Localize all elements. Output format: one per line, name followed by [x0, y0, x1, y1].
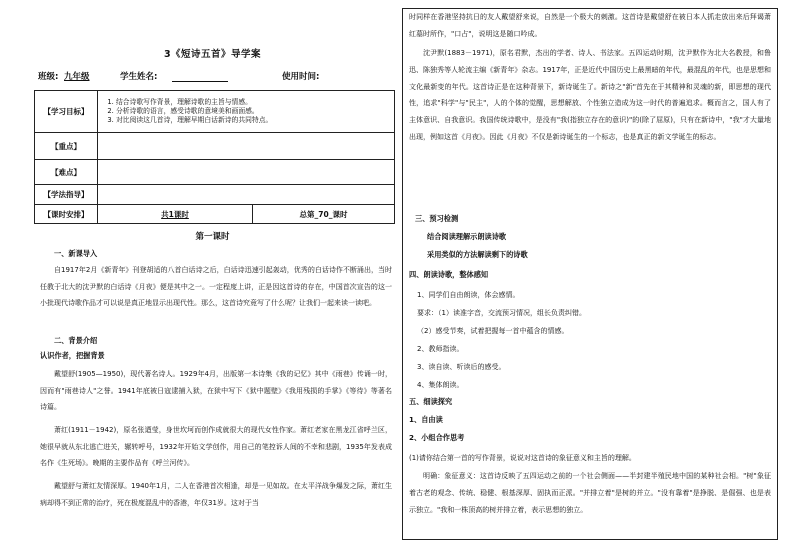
section-heading: 二、背景介绍	[54, 336, 98, 345]
difficulty-cell	[98, 160, 395, 185]
student-info-row	[38, 70, 393, 84]
reading-requirement: （2）感受节奏，试着把握每一首中蕴含的情感。	[417, 327, 569, 335]
class-value: 九年级	[64, 72, 90, 82]
left-page	[30, 40, 395, 540]
method-label: 【学法指导】	[35, 185, 98, 205]
class-label: 班级:	[38, 72, 59, 82]
schedule-label: 【课时安排】	[35, 205, 98, 224]
lesson-title: 第一课时	[195, 232, 230, 242]
reading-step: 3、读自读、听读后的感受。	[417, 363, 506, 371]
background-paragraph: 时同样在香港坚持抗日的友人戴望舒来说，自然是一个极大的刺激。这首诗是戴望舒在被日本人抓走放出来后拜谒萧红墓时所作，"口占"，说明这是随口吟成。	[409, 13, 771, 38]
author-paragraph: 戴望舒与萧红友情深厚。1940年1月，二人在香港首次相逢，却是一见如故。在太平洋战争爆发之际，萧红生病却得不到正常的治疗，死在极度混乱中的香港，年仅31岁。这对于当	[40, 482, 392, 507]
intro-paragraph: 自1917年2月《新青年》刊登胡适的八首白话诗之后，白话诗迅速引起轰动，优秀的白话诗作不断涌出，当时任教于北大的沈尹默的白话诗《月夜》便是其中之一。一定程度上讲，正是因这首诗的存在，中国首次宣告的这一小批现代诗歌作品才可以说是真正地显示出现代性。那么，这首诗究竟写了什么呢？让我们一起来读一读吧。	[40, 266, 392, 307]
use-time-label: 使用时间:	[282, 72, 320, 82]
reading-step: 4、集体朗读。	[417, 381, 464, 389]
author-paragraph: 戴望舒(1905—1950)，现代著名诗人。1929年4月，出版第一本诗集《我的记忆》其中《雨巷》传诵一时，因而有"雨巷诗人"之誉。1941年底被日寇逮捕入狱，在狱中写下《狱中题壁》《我用残损的手掌》《等待》等著名诗篇。	[40, 370, 392, 411]
table-row	[35, 133, 395, 160]
table-row	[35, 160, 395, 185]
section-heading: 四、朗读诗歌，整体感知	[409, 270, 489, 279]
student-name-blank	[172, 81, 228, 82]
section-subheading: 认识作者，把握背景	[40, 351, 105, 360]
author-paragraph: 萧红(1911－1942)，原名张迺莹，身世坎坷而创作成就很大的现代女性作家。萧红老家在黑龙江省呼兰区，她很早就从东北逃亡进关，辗转呼号，1932年开始文学创作，用自己的笔控诉人间的不幸和悲剧，1935年发表成名作《生死场》。晚期的主要作品有《呼兰河传》。	[40, 426, 392, 467]
key-point-cell	[98, 133, 395, 160]
total-periods: 共1课时	[98, 205, 253, 224]
period-number: 总第_70_课时	[253, 205, 395, 224]
background-paragraph: 沈尹默(1883－1971)，原名君默，杰出的学者、诗人、书法家。五四运动时期，沈尹默作为北大名教授，和鲁迅、陈独秀等人轮流主编《新青年》杂志。1917年，正是近代中国历史上最黑暗的年代，最混乱的年代，也是思想和文化最新变的年代。这首诗正是在这种背景下，新诗诞生了。新诗之"新"首先在于其精神和灵魂的新，即思想的现代性，追求"科学"与"民主"，人的个体的觉醒，思想解放、个性独立造成为这一时代的普遍追求。概而言之，国人有了主体意识、自我意识。我国传统诗歌中，是没有"我(指独立存在的意识)"的(除了屈原)，只有在新诗中，"我"才大量地出现，例如这首《月夜》。因此《月夜》不仅是新诗诞生的一个标志，也是真正的新文学诞生的标志。	[409, 49, 771, 141]
document-title: 3《短诗五首》导学案	[163, 49, 262, 60]
section-heading: 一、新课导入	[54, 249, 98, 258]
table-row	[35, 205, 395, 224]
goals-label: 【学习目标】	[35, 91, 98, 133]
table-row	[35, 185, 395, 205]
section-subheading: 2、小组合作思考	[409, 433, 465, 442]
goal-item: 3. 对比阅读这几首诗，理解早期白话新诗的共同特点。	[116, 116, 392, 125]
goal-item: 1. 结合诗歌写作背景，理解诗歌的主旨与情感。	[116, 98, 392, 107]
reading-step: 1、同学们自由朗读，体会感情。	[417, 291, 520, 299]
section-subheading: 1、自由读	[409, 415, 443, 424]
student-name-label: 学生姓名:	[120, 72, 158, 82]
section-heading: 三、预习检测	[415, 214, 459, 223]
plan-table	[34, 90, 395, 224]
reading-step: 2、教师指读。	[417, 345, 464, 353]
difficulty-label: 【难点】	[35, 160, 98, 185]
preview-item: 采用类似的方法解读剩下的诗歌	[427, 250, 528, 259]
method-cell	[98, 185, 395, 205]
goals-cell	[98, 91, 395, 133]
goal-item: 2. 分析诗歌的语言，感受诗歌的意境美和画面感。	[116, 107, 392, 116]
section-heading: 五、细读探究	[409, 397, 453, 406]
question-text: (1)请你结合第一首的写作背景，说说对这首诗的象征意义和主旨的理解。	[409, 454, 636, 462]
preview-item: 结合阅读理解示朗读诗歌	[427, 232, 507, 241]
reading-requirement: 要求：（1）读准字音，交流预习情况，组长负责纠错。	[417, 309, 586, 317]
key-point-label: 【重点】	[35, 133, 98, 160]
answer-paragraph: 明确：象征意义：这首诗反映了五四运动之前的一个社会侧面——半封建半殖民地中国的某种社会相。"树"象征着古老的观念、传统、稳健、根基深厚、固执而正派。"并排立着"是树的并立。"没有靠着"是挣脱、是倔强、也是表示独立。"我和一株顶高的树并排立着，表示思想的独立。	[409, 472, 771, 514]
right-page	[402, 8, 778, 540]
table-row	[35, 91, 395, 133]
